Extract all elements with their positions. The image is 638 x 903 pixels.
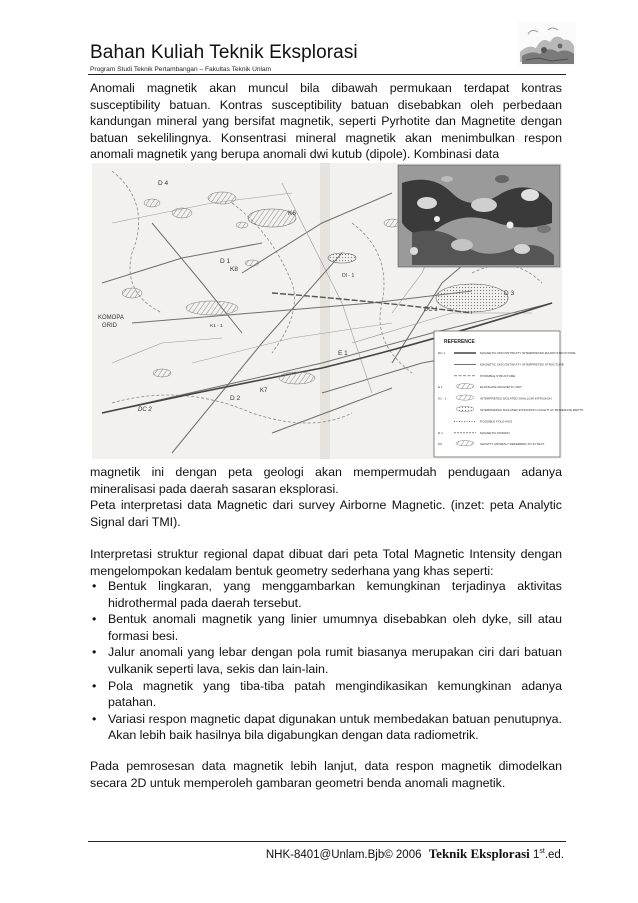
legend-symbol-label: D 1 bbox=[438, 430, 443, 435]
document-header-subtitle: Program Studi Teknik Pertambangan – Fakultas Teknik Unlam bbox=[90, 66, 272, 73]
geometry-bullet-list bbox=[90, 578, 562, 744]
header-divider bbox=[88, 74, 566, 75]
footer-code: NHK-8401@Unlam.Bjb© 2006 bbox=[265, 849, 422, 861]
map-label-d3: D 3 bbox=[504, 290, 515, 297]
map-label-k7: K7 bbox=[260, 388, 268, 394]
map-label-dc1: DC 1 bbox=[424, 307, 438, 313]
analytic-signal-inset bbox=[398, 165, 560, 267]
document-header-title: Bahan Kuliah Teknik Eksplorasi bbox=[90, 42, 358, 63]
map-label-d1b: DI - 1 bbox=[342, 273, 355, 279]
figure-caption: Peta interpretasi data Magnetic dari survey Airborne Magnetic. (inzet: peta Analytic Signal dari TMI). bbox=[90, 498, 562, 529]
list-item: • Bentuk anomali magnetik yang linier umumnya disebabkan oleh dyke, sill atau formasi besi. bbox=[90, 611, 562, 644]
page-footer bbox=[266, 846, 564, 862]
map-label-e1: E 1 bbox=[338, 350, 348, 357]
legend-item-text: GRAVITY ANOMALY REFERRED TO IN TEXT bbox=[480, 442, 545, 447]
footer-brand: Teknik Eksplorasi bbox=[428, 846, 530, 861]
legend-item-text: POSSIBLE STRUCTURE bbox=[480, 373, 516, 378]
legend-item-text: POSSIBLE FOLD AXIS bbox=[480, 419, 513, 424]
legend-item-text: MAGNETIC DISCONTINUITY INTERPRETED STRUCTURE bbox=[480, 362, 564, 367]
legend-area-swatch bbox=[456, 384, 474, 389]
legend-item-text: MAGNETIC DOMAIN bbox=[480, 430, 510, 435]
map-label-grid: GRID bbox=[102, 323, 117, 329]
closing-paragraph: Pada pemrosesan data magnetik lebih lanjut, data respon magnetik dimodelkan secara 2D untuk memperoleh gambaran geometri benda anomali magnetik. bbox=[90, 759, 562, 790]
footer-edition-suffix: st bbox=[539, 848, 545, 856]
legend-area-swatch bbox=[456, 441, 474, 446]
legend-item-text: INTERPRETED ISOLATED INTRUSION CAUGHT AT MODERATE DEPTH bbox=[480, 408, 584, 412]
legend-item-text: MAGNETIC DISCONTINUITY INTERPRETED MAJOR STRUCTURE bbox=[480, 351, 576, 355]
legend-item-text: INTERPRETED ISOLATED SHALLOW INTRUSION bbox=[480, 396, 552, 401]
list-item: • Bentuk lingkaran, yang menggambarkan kemungkinan terjadinya aktivitas hidrothermal pada daerah tersebut. bbox=[90, 578, 562, 611]
legend-area-swatch bbox=[456, 395, 474, 400]
legend-symbol-label: E 1 bbox=[438, 385, 443, 390]
legend-symbol-label: DC 1 bbox=[438, 351, 446, 355]
legend-area-swatch bbox=[456, 406, 474, 411]
map-label-d1: D 1 bbox=[220, 258, 231, 265]
continuation-paragraph: magnetik ini dengan peta geologi akan mempermudah pendugaan adanya mineralisasi pada daerah sasaran eksplorasi. bbox=[90, 465, 562, 496]
intro-paragraph: Anomali magnetik akan muncul bila dibawah permukaan terdapat kontras susceptibility batuan. Kontras susceptibility batuan disebabkan oleh perbedaan kandungan mineral yang bersifat magnetik, seperti Pyrhotite dan Magnetite dengan batuan sekelilingnya. Konsentrasi mineral magnetik akan menimbulkan respon anomali magnetik yang berupa anomali dwi kutub (dipole). Kombinasi data bbox=[90, 81, 562, 162]
list-item: • Variasi respon magnetic dapat digunakan untuk membedakan batuan penutupnya. Akan lebih baik hasilnya bila digabungkan dengan data radiometrik. bbox=[90, 711, 562, 744]
footer-divider bbox=[88, 841, 566, 842]
map-drawing bbox=[92, 163, 584, 459]
legend-symbol-label: K6 bbox=[438, 442, 442, 447]
map-label-k1: K1 - 1 bbox=[210, 324, 223, 329]
map-label-komopa: KOMOPA bbox=[98, 315, 124, 321]
landscape-sketch-icon bbox=[518, 22, 576, 66]
footer-edition-tail: .ed. bbox=[544, 849, 564, 861]
legend-title: REFERENCE bbox=[444, 339, 475, 345]
map-label-k8: K8 bbox=[230, 266, 238, 273]
map-label-d2: D 2 bbox=[230, 395, 241, 402]
map-label-d4: D 4 bbox=[158, 180, 169, 187]
legend-item-text: ELONGATE MAGNETIC UNIT bbox=[480, 385, 522, 390]
map-label-k6: K6 bbox=[288, 210, 296, 217]
legend-symbol-label: K1 - 1 bbox=[438, 396, 447, 401]
list-item: • Jalur anomali yang lebar dengan pola rumit biasanya merupakan ciri dari batuan vulkanik seperti lava, sekis dan lain-lain. bbox=[90, 644, 562, 677]
structure-intro-paragraph: Interpretasi struktur regional dapat dibuat dari peta Total Magnetic Intensity dengan mengelompokan kedalam bentuk geometry sederhana yang khas seperti: bbox=[90, 547, 562, 578]
magnetic-interpretation-map bbox=[92, 163, 584, 459]
footer-edition-number: 1 bbox=[532, 849, 540, 861]
map-label-dc2: DC 2 bbox=[138, 407, 152, 413]
list-item: • Pola magnetik yang tiba-tiba patah mengindikasikan kemungkinan adanya patahan. bbox=[90, 678, 562, 711]
